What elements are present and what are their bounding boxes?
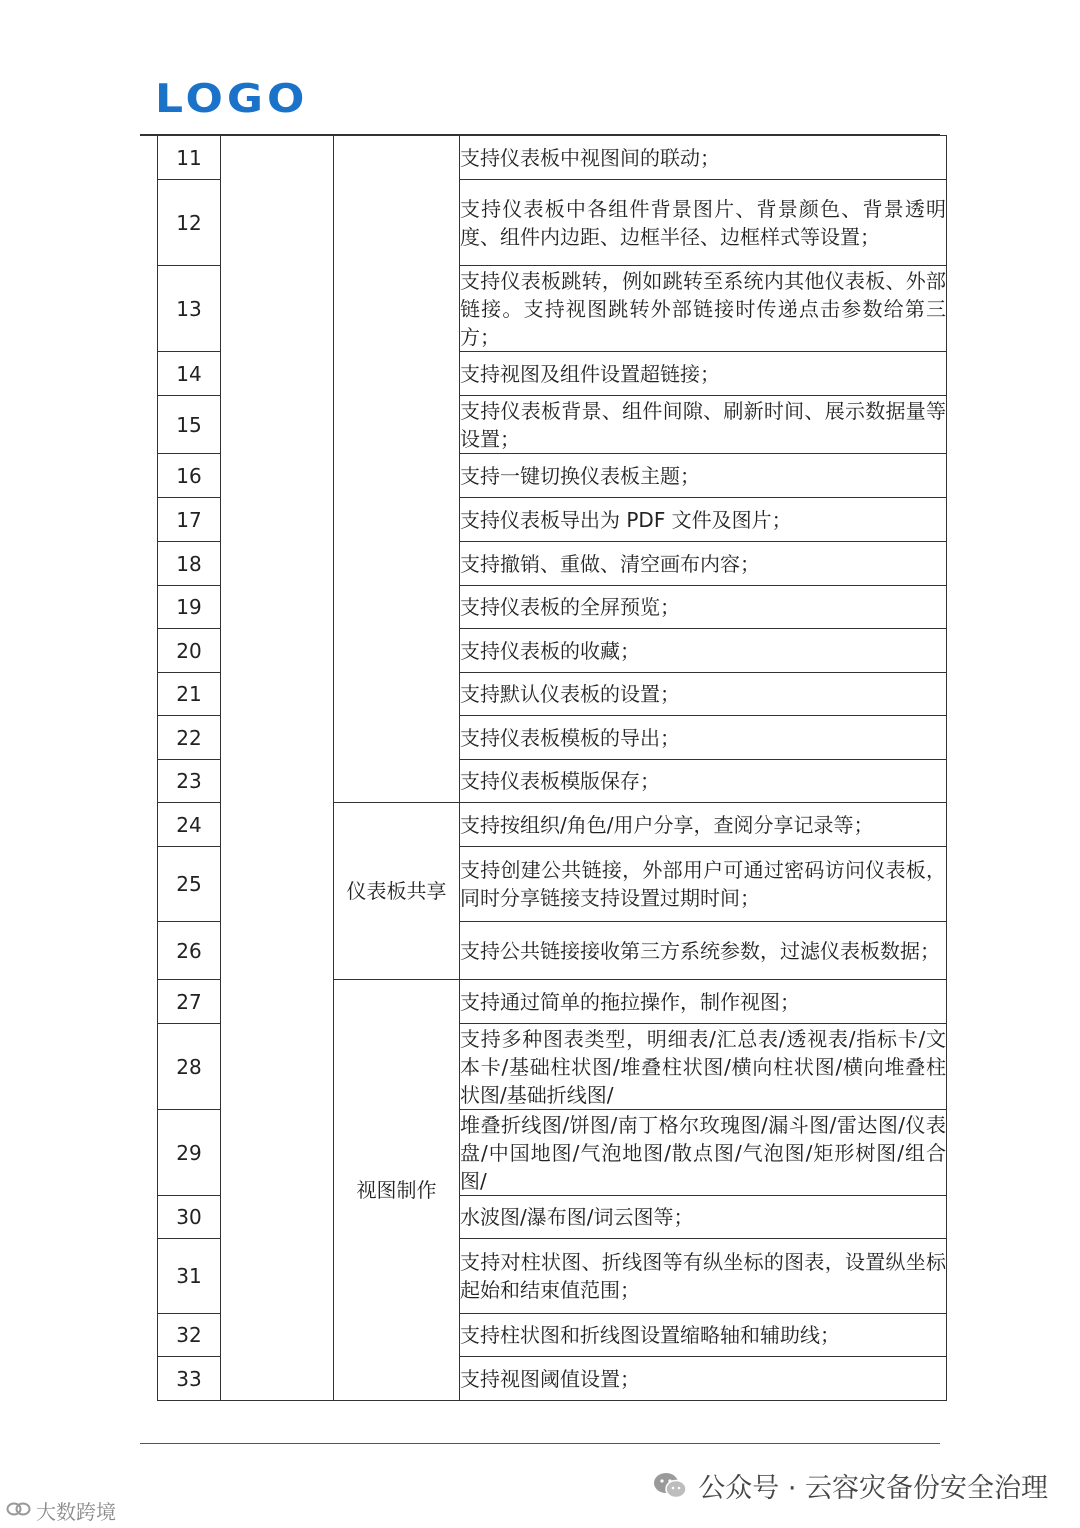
feature-description: 支持仪表板导出为 PDF 文件及图片；	[460, 498, 947, 542]
feature-description: 水波图/瀑布图/词云图等；	[460, 1196, 947, 1239]
row-number: 28	[158, 1024, 221, 1110]
row-number: 32	[158, 1314, 221, 1357]
row-number: 26	[158, 922, 221, 980]
wechat-watermark	[652, 1466, 1048, 1505]
feature-description: 支持仪表板模板的导出；	[460, 716, 947, 760]
row-number: 15	[158, 396, 221, 454]
logo: LOGO	[155, 76, 309, 122]
left-watermark	[6, 1496, 116, 1525]
row-number: 25	[158, 847, 221, 922]
row-number: 21	[158, 673, 221, 716]
row-number: 18	[158, 542, 221, 586]
row-number: 33	[158, 1357, 221, 1401]
feature-description: 支持公共链接接收第三方系统参数，过滤仪表板数据；	[460, 922, 947, 980]
feature-description: 支持对柱状图、折线图等有纵坐标的图表，设置纵坐标起始和结束值范围；	[460, 1239, 947, 1314]
footer-divider	[140, 1443, 940, 1444]
feature-description: 支持仪表板的全屏预览；	[460, 586, 947, 629]
wechat-icon	[652, 1471, 688, 1501]
category-cell-view-creation: 视图制作	[334, 980, 460, 1401]
link-icon	[6, 1499, 32, 1523]
feature-description: 支持按组织/角色/用户分享，查阅分享记录等；	[460, 803, 947, 847]
table-row	[158, 136, 947, 180]
feature-description: 支持一键切换仪表板主题；	[460, 454, 947, 498]
row-number: 17	[158, 498, 221, 542]
module-cell	[221, 136, 334, 1401]
wechat-label: 公众号 · 云容灾备份安全治理	[698, 1473, 1048, 1504]
category-cell-dashboard-share: 仪表板共享	[334, 803, 460, 980]
feature-description: 支持仪表板中各组件背景图片、背景颜色、背景透明度、组件内边距、边框半径、边框样式等设置；	[460, 180, 947, 266]
category-cell-dashboard	[334, 136, 460, 803]
row-number: 12	[158, 180, 221, 266]
feature-description: 堆叠折线图/饼图/南丁格尔玫瑰图/漏斗图/雷达图/仪表盘/中国地图/气泡地图/散点图/气泡图/矩形树图/组合图/	[460, 1110, 947, 1196]
feature-description: 支持柱状图和折线图设置缩略轴和辅助线；	[460, 1314, 947, 1357]
feature-description: 支持撤销、重做、清空画布内容；	[460, 542, 947, 586]
feature-description: 支持视图阈值设置；	[460, 1357, 947, 1401]
row-number: 14	[158, 352, 221, 396]
feature-description: 支持仪表板背景、组件间隙、刷新时间、展示数据量等设置；	[460, 396, 947, 454]
feature-description: 支持多种图表类型，明细表/汇总表/透视表/指标卡/文本卡/基础柱状图/堆叠柱状图/横向柱状图/横向堆叠柱状图/基础折线图/	[460, 1024, 947, 1110]
feature-description: 支持创建公共链接，外部用户可通过密码访问仪表板，同时分享链接支持设置过期时间；	[460, 847, 947, 922]
row-number: 30	[158, 1196, 221, 1239]
feature-description: 支持视图及组件设置超链接；	[460, 352, 947, 396]
feature-description: 支持通过简单的拖拉操作，制作视图；	[460, 980, 947, 1024]
row-number: 22	[158, 716, 221, 760]
row-number: 27	[158, 980, 221, 1024]
feature-description: 支持仪表板跳转，例如跳转至系统内其他仪表板、外部链接。支持视图跳转外部链接时传递点击参数给第三方；	[460, 266, 947, 352]
row-number: 11	[158, 136, 221, 180]
spec-table	[157, 135, 947, 1401]
feature-description: 支持默认仪表板的设置；	[460, 673, 947, 716]
row-number: 16	[158, 454, 221, 498]
left-watermark-label: 大数跨境	[36, 1500, 116, 1524]
row-number: 13	[158, 266, 221, 352]
feature-description: 支持仪表板模版保存；	[460, 760, 947, 803]
row-number: 29	[158, 1110, 221, 1196]
row-number: 23	[158, 760, 221, 803]
row-number: 20	[158, 629, 221, 673]
row-number: 31	[158, 1239, 221, 1314]
row-number: 19	[158, 586, 221, 629]
row-number: 24	[158, 803, 221, 847]
feature-description: 支持仪表板中视图间的联动；	[460, 136, 947, 180]
feature-description: 支持仪表板的收藏；	[460, 629, 947, 673]
